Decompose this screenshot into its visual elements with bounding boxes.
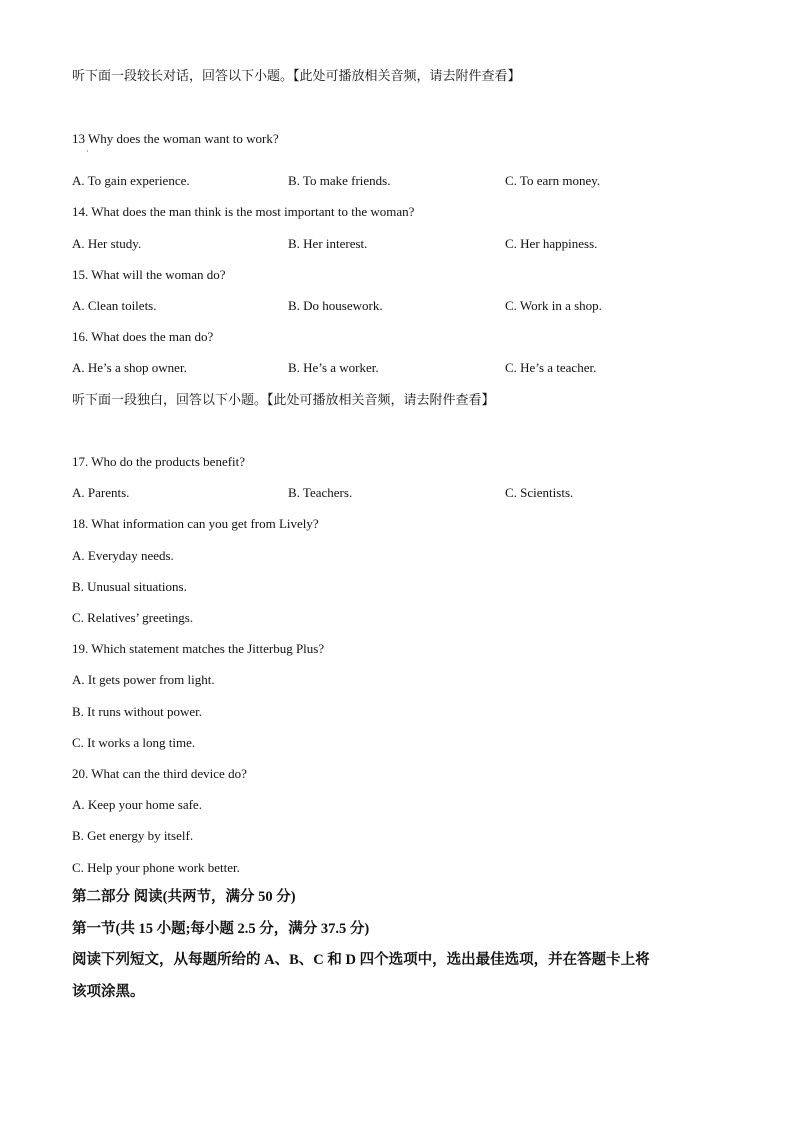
question-17-option-c: C. Scientists. [505, 485, 574, 500]
question-17-option-b: B. Teachers. [288, 485, 353, 500]
question-13-option-b: B. To make friends. [288, 173, 391, 188]
question-14-stem: 14. What does the man think is the most important to the woman? [72, 204, 415, 219]
question-18-option-a: A. Everyday needs. [72, 548, 174, 563]
question-14-option-b: B. Her interest. [288, 236, 368, 251]
question-19-option-c: C. It works a long time. [72, 735, 196, 750]
question-16-option-a: A. He’s a shop owner. [72, 360, 187, 375]
question-15-option-b: B. Do housework. [288, 298, 383, 313]
question-18-option-b: B. Unusual situations. [72, 579, 187, 594]
monologue-instruction: 听下面一段独白，回答以下小题。【此处可播放相关音频，请去附件查看】 [72, 392, 495, 407]
question-18-option-c: C. Relatives’ greetings. [72, 610, 194, 625]
question-13-option-a: A. To gain experience. [72, 173, 190, 188]
question-20-option-b: B. Get energy by itself. [72, 828, 194, 843]
question-13-stem: 13 Why does the woman want to work? [72, 131, 279, 146]
question-15-option-a: A. Clean toilets. [72, 298, 157, 313]
question-14-option-c: C. Her happiness. [505, 236, 598, 251]
question-17-stem: 17. Who do the products benefit? [72, 454, 246, 469]
part2-section1-heading: 第一节(共 15 小题;每小题 2.5 分，满分 37.5 分) [72, 921, 370, 937]
question-19-option-b: B. It runs without power. [72, 704, 202, 719]
question-20-option-a: A. Keep your home safe. [72, 797, 202, 812]
part2-instruction-line1: 阅读下列短文，从每题所给的 A、B、C 和 D 四个选项中，选出最佳选项，并在答题卡上将 [72, 952, 650, 968]
question-16-option-b: B. He’s a worker. [288, 360, 379, 375]
question-16-option-c: C. He’s a teacher. [505, 360, 597, 375]
question-17-option-a: A. Parents. [72, 485, 130, 500]
question-20-stem: 20. What can the third device do? [72, 766, 247, 781]
question-15-option-c: C. Work in a shop. [505, 298, 602, 313]
question-16-stem: 16. What does the man do? [72, 329, 214, 344]
question-15-stem: 15. What will the woman do? [72, 267, 226, 282]
question-18-stem: 18. What information can you get from Lively? [72, 516, 319, 531]
question-13-mark: · [86, 147, 89, 156]
question-19-option-a: A. It gets power from light. [72, 672, 215, 687]
question-14-option-a: A. Her study. [72, 236, 142, 251]
question-13-option-c: C. To earn money. [505, 173, 601, 188]
part2-instruction-line2: 该项涂黑。 [72, 984, 145, 1000]
part2-title: 第二部分 阅读(共两节，满分 50 分) [72, 889, 296, 905]
question-20-option-c: C. Help your phone work better. [72, 860, 240, 875]
dialogue-instruction: 听下面一段较长对话，回答以下小题。【此处可播放相关音频，请去附件查看】 [72, 68, 521, 83]
question-19-stem: 19. Which statement matches the Jitterbug Plus? [72, 641, 325, 656]
